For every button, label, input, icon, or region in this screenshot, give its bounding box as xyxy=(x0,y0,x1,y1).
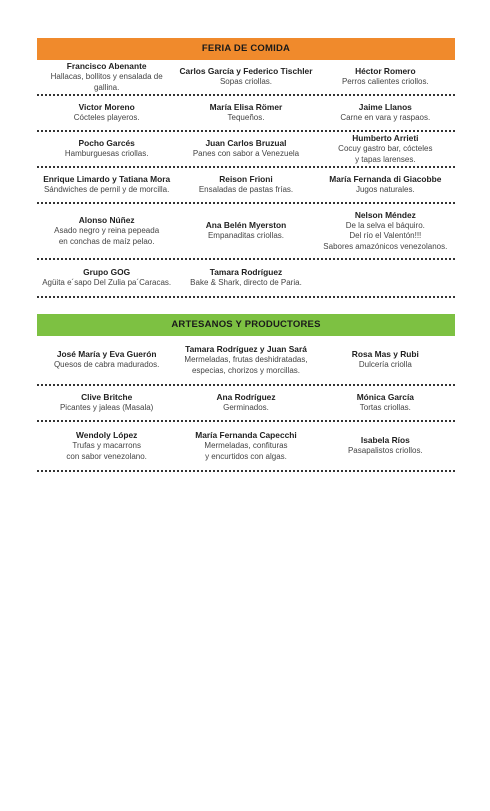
table-row xyxy=(37,336,455,386)
list-item xyxy=(316,66,455,88)
exhibitor-description: Sándwiches de pernil y de morcilla. xyxy=(43,185,170,195)
table-row xyxy=(37,96,455,132)
list-item xyxy=(37,349,176,371)
list-item xyxy=(176,430,315,462)
list-item xyxy=(176,392,315,414)
exhibitor-description: Jugos naturales. xyxy=(355,185,415,195)
exhibitor-description: De la selva el báquiro. Del río el Valentón!!! Sabores amazónicos venezolanos. xyxy=(323,220,448,251)
exhibitor-name: Rosa Mas y Rubi xyxy=(351,349,419,360)
exhibitor-name: Alonso Núñez xyxy=(78,215,135,225)
list-item xyxy=(176,267,315,289)
table-row xyxy=(37,168,455,204)
table-row xyxy=(37,422,455,472)
exhibitor-name: Grupo GOG xyxy=(83,267,131,278)
exhibitor-name: Wendoly López xyxy=(76,430,138,440)
exhibitor-description: Ensaladas de pastas frías. xyxy=(198,185,294,195)
list-item xyxy=(37,174,176,196)
artisans-section xyxy=(37,314,455,472)
exhibitor-name: Mónica García xyxy=(356,392,414,403)
list-item xyxy=(37,215,176,247)
exhibitor-name: Isabela Ríos xyxy=(360,435,410,446)
exhibitor-description: Germinados. xyxy=(223,403,269,413)
exhibitor-name: Juan Carlos Bruzual xyxy=(205,138,287,149)
list-item xyxy=(316,210,455,253)
exhibitor-description: Quesos de cabra madurados. xyxy=(53,360,160,370)
food-fair-list xyxy=(37,60,455,298)
exhibitor-name: Ana Rodríguez xyxy=(216,392,276,403)
exhibitor-description: Cocuy gastro bar, cócteles y tapas larenses. xyxy=(338,144,433,164)
table-row xyxy=(37,60,455,96)
exhibitor-name: María Fernanda di Giacobbe xyxy=(329,174,442,185)
table-row xyxy=(37,204,455,260)
exhibitor-name: María Elisa Römer xyxy=(209,102,283,113)
exhibitor-name: Pocho Garcés xyxy=(78,138,135,149)
exhibitor-name: Clive Britche xyxy=(81,392,133,403)
list-item xyxy=(176,220,315,242)
list-item xyxy=(37,392,176,414)
exhibitor-name: Carlos García y Federico Tischler xyxy=(179,66,313,77)
table-row xyxy=(37,260,455,298)
food-fair-header: FERIA DE COMIDA xyxy=(37,38,455,60)
exhibitor-name: Tamara Rodríguez y Juan Sará xyxy=(185,344,307,354)
list-item xyxy=(37,61,176,93)
exhibitor-description: Asado negro y reina pepeada en conchas de maíz pelao. xyxy=(54,226,160,246)
exhibitor-description: Picantes y jaleas (Masala) xyxy=(59,403,154,413)
artisans-list xyxy=(37,336,455,472)
list-item xyxy=(37,102,176,124)
exhibitor-description: Panes con sabor a Venezuela xyxy=(192,149,300,159)
exhibitor-description: Mermeladas, frutas deshidratadas, especias, chorizos y morcillas. xyxy=(184,355,308,375)
list-item xyxy=(316,174,455,196)
exhibitor-name: Ana Belén Myerston xyxy=(205,220,287,231)
list-item xyxy=(316,102,455,124)
exhibitor-description: Bake & Shark, directo de Paria. xyxy=(190,278,302,288)
list-item xyxy=(37,430,176,462)
exhibitor-description: Hamburguesas criollas. xyxy=(64,149,149,159)
list-item xyxy=(316,392,455,414)
list-item xyxy=(176,102,315,124)
exhibitor-name: Tamara Rodríguez xyxy=(209,267,283,278)
exhibitor-name: Victor Moreno xyxy=(78,102,135,113)
exhibitor-description: Pasapalistos criollos. xyxy=(347,446,423,456)
exhibitor-description: Carne en vara y raspaos. xyxy=(340,113,431,123)
exhibitor-description: Trufas y macarrons con sabor venezolano. xyxy=(66,441,147,461)
list-item xyxy=(176,174,315,196)
exhibitor-description: Perros calientes criollos. xyxy=(341,77,429,87)
exhibitor-description: Tortas criollas. xyxy=(359,403,411,413)
exhibitor-name: José María y Eva Guerón xyxy=(56,349,157,360)
table-row xyxy=(37,132,455,168)
exhibitor-description: Dulcería criolla xyxy=(358,360,412,370)
exhibitor-description: Cócteles playeros. xyxy=(73,113,140,123)
exhibitor-name: Humberto Arrieti xyxy=(352,133,419,143)
list-item xyxy=(37,267,176,289)
exhibitor-name: Nelson Méndez xyxy=(354,209,416,220)
exhibitor-description: Sopas criollas. xyxy=(219,77,272,87)
list-item xyxy=(176,138,315,160)
exhibitor-name: Enrique Limardo y Tatiana Mora xyxy=(43,174,171,185)
exhibitor-name: Jaime Llanos xyxy=(358,102,412,113)
list-item xyxy=(176,344,315,376)
exhibitor-description: Mermeladas, confituras y encurtidos con algas. xyxy=(204,441,288,461)
list-item xyxy=(316,133,455,165)
table-row xyxy=(37,386,455,422)
exhibitor-name: María Fernanda Capecchi xyxy=(195,430,297,440)
artisans-header: ARTESANOS Y PRODUCTORES xyxy=(37,314,455,336)
exhibitor-name: Héctor Romero xyxy=(355,66,416,77)
exhibitor-description: Agüita e´sapo Del Zulia pa´Caracas. xyxy=(42,278,172,288)
exhibitor-name: Francisco Abenante xyxy=(66,61,147,71)
exhibitor-description: Tequeños. xyxy=(227,113,265,123)
list-item xyxy=(316,435,455,457)
exhibitor-name: Reison Frioni xyxy=(219,174,273,185)
list-item xyxy=(37,138,176,160)
exhibitor-description: Empanaditas criollas. xyxy=(207,231,285,241)
food-fair-section xyxy=(37,38,455,298)
list-item xyxy=(316,349,455,371)
list-item xyxy=(176,66,315,88)
exhibitor-description: Hallacas, bollitos y ensalada de gallina. xyxy=(50,72,163,92)
